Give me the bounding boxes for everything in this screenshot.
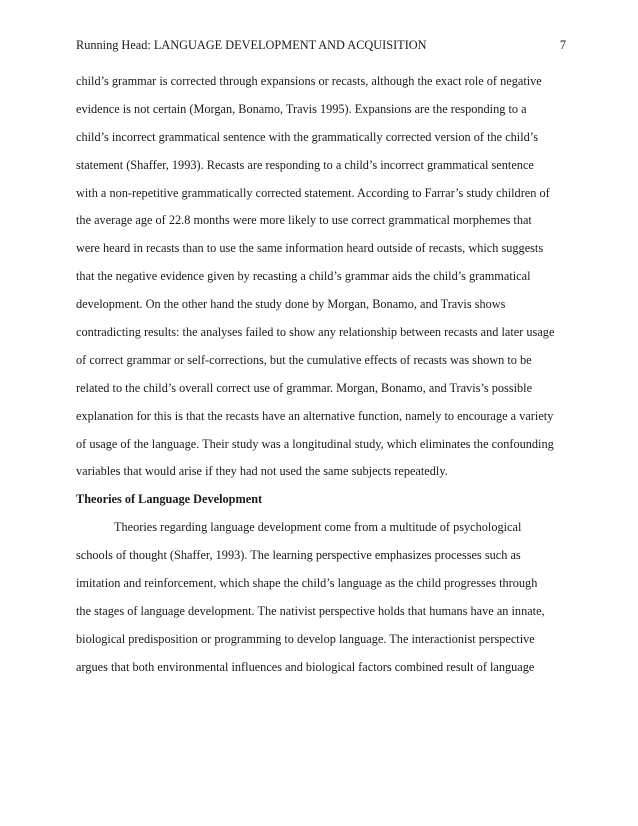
paragraph-line: argues that both environmental influences and biological factors combined result of language: [76, 659, 535, 674]
paragraph-line: schools of thought (Shaffer, 1993). The learning perspective emphasizes processes such as: [76, 548, 521, 563]
paragraph-line: development. On the other hand the study done by Morgan, Bonamo, and Travis shows: [76, 297, 506, 312]
paragraph-line: that the negative evidence given by recasting a child’s grammar aids the child’s grammatical: [76, 269, 531, 284]
paragraph-line: evidence is not certain (Morgan, Bonamo, Travis 1995). Expansions are the responding to a: [76, 101, 527, 116]
running-head: Running Head: LANGUAGE DEVELOPMENT AND ACQUISITION: [76, 38, 427, 52]
body-text: [76, 68, 568, 682]
section-heading: Theories of Language Development: [76, 492, 263, 507]
paragraph-line: of usage of the language. Their study was a longitudinal study, which eliminates the confounding: [76, 436, 554, 451]
paragraph-line: imitation and reinforcement, which shape the child’s language as the child progresses through: [76, 576, 538, 591]
paragraph-line: with a non-repetitive grammatically corrected statement. According to Farrar’s study children of: [76, 185, 550, 200]
paragraph-line: Theories regarding language development come from a multitude of psychological: [114, 520, 522, 535]
paragraph-line: were heard in recasts than to use the same information heard outside of recasts, which suggests: [76, 241, 544, 256]
paragraph-line: of correct grammar or self-corrections, but the cumulative effects of recasts was shown to be: [76, 352, 532, 367]
paragraph-line: biological predisposition or programming to develop language. The interactionist perspective: [76, 631, 535, 646]
paragraph-line: explanation for this is that the recasts have an alternative function, namely to encourage a variety: [76, 408, 554, 423]
paragraph-line: variables that would arise if they had not used the same subjects repeatedly.: [76, 464, 448, 479]
paragraph-line: contradicting results: the analyses failed to show any relationship between recasts and later usage: [76, 325, 555, 340]
paragraph-line: child’s grammar is corrected through expansions or recasts, although the exact role of negative: [76, 74, 542, 88]
paragraph-line: statement (Shaffer, 1993). Recasts are responding to a child’s incorrect grammatical sentence: [76, 157, 534, 172]
paragraph-line: the average age of 22.8 months were more likely to use correct grammatical morphemes that: [76, 213, 532, 228]
page-number: 7: [559, 38, 566, 52]
paragraph-line: child’s incorrect grammatical sentence with the grammatically corrected version of the child’s: [76, 129, 538, 144]
paragraph-line: related to the child’s overall correct use of grammar. Morgan, Bonamo, and Travis’s possible: [76, 380, 533, 395]
paragraph-line: the stages of language development. The nativist perspective holds that humans have an innate,: [76, 603, 545, 618]
page-header: [76, 36, 566, 54]
